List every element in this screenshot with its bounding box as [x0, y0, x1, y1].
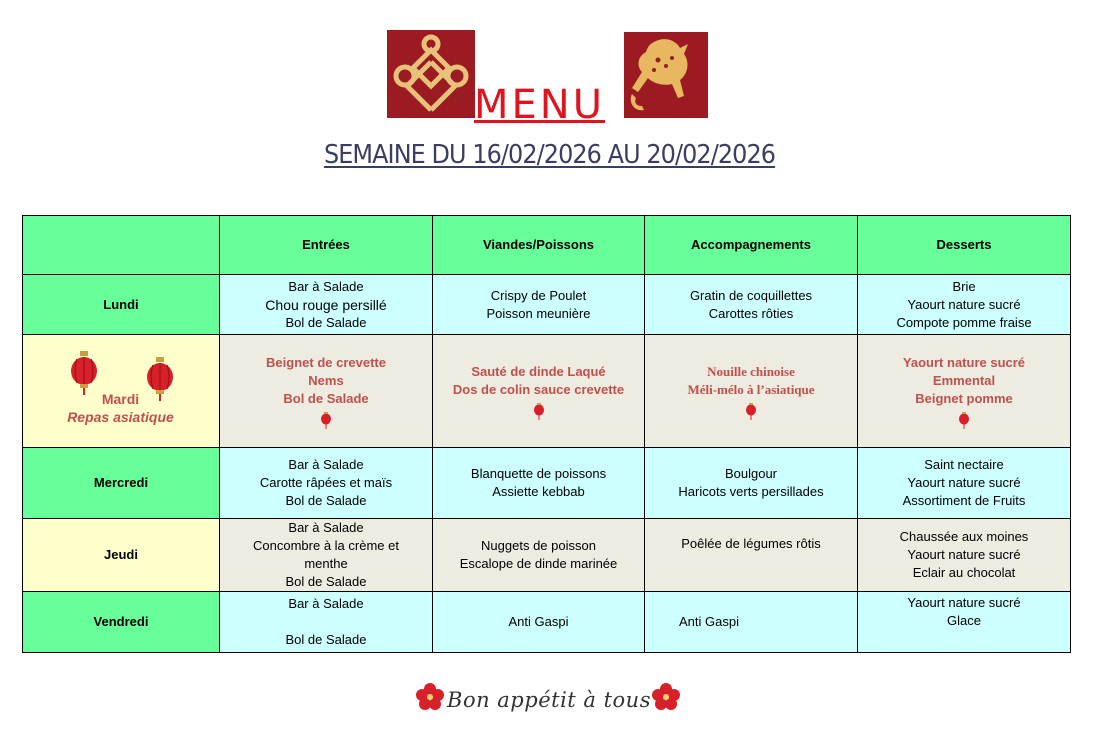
- day-subtitle: Repas asiatique: [67, 409, 174, 425]
- entrees-cell: [220, 275, 433, 335]
- viandes-cell: [433, 275, 645, 335]
- dish: Compote pomme fraise: [896, 314, 1032, 330]
- dish: Bol de Salade: [285, 314, 367, 330]
- day-cell: Vendredi: [23, 592, 220, 653]
- corner-cell: [23, 216, 220, 275]
- footer: [0, 682, 1099, 718]
- dish: Boulgour: [724, 466, 778, 481]
- dish: Bol de Salade: [285, 493, 367, 508]
- dish: Saint nectaire: [924, 457, 1004, 472]
- desserts-cell: [858, 335, 1071, 448]
- dish: Chou rouge persillé: [265, 296, 387, 313]
- day-cell: [23, 335, 220, 448]
- dish: Emmental: [932, 372, 996, 388]
- viandes-cell: [433, 335, 645, 448]
- mardi-label-group: [23, 390, 218, 426]
- table-row-jeudi: [23, 519, 1071, 592]
- dish: Carottes rôties: [708, 305, 794, 321]
- dish: Sauté de dinde Laqué: [471, 363, 606, 379]
- dish: Bol de Salade: [285, 574, 367, 589]
- dish: Yaourt nature sucré: [907, 547, 1021, 562]
- day-label: Mardi: [101, 391, 140, 407]
- knot-logo-icon: [387, 30, 475, 118]
- dish: Poisson meunière: [486, 305, 591, 321]
- dish: Crispy de Poulet: [490, 287, 587, 303]
- dish: Anti Gaspi: [679, 614, 739, 629]
- dish: Yaourt nature sucré: [902, 354, 1026, 370]
- desserts-cell: [858, 519, 1071, 592]
- entrees-cell: [220, 335, 433, 448]
- flower-icon: [652, 682, 680, 717]
- dish: Bar à Salade: [288, 520, 364, 535]
- accompagnements-cell: [645, 335, 858, 448]
- dish: Poêlée de légumes rôtis: [681, 536, 821, 551]
- column-header-accompagnements: Accompagnements: [645, 216, 858, 275]
- table-row-mercredi: [23, 448, 1071, 519]
- dish: Chaussée aux moines: [899, 529, 1029, 544]
- dish: Gratin de coquillettes: [689, 287, 813, 303]
- table-header-row: [23, 216, 1071, 275]
- dish: menthe: [304, 556, 348, 571]
- dish: Nuggets de poisson: [481, 538, 596, 553]
- dish: Anti Gaspi: [508, 614, 569, 629]
- entrees-cell: [220, 592, 433, 653]
- column-header-viandes: Viandes/Poissons: [433, 216, 645, 275]
- desserts-cell: [858, 592, 1071, 653]
- dish: Nouille chinoise: [707, 363, 795, 379]
- page-header: [0, 0, 1099, 210]
- table-row-vendredi: [23, 592, 1071, 653]
- dish: Bar à Salade: [288, 278, 364, 294]
- week-title: SEMAINE DU 16/02/2026 AU 20/02/2026: [323, 140, 776, 170]
- dish: Méli-mélo à l’asiatique: [687, 381, 815, 397]
- viandes-cell: [433, 519, 645, 592]
- dish: Bar à Salade: [288, 457, 364, 472]
- dish: Bar à Salade: [288, 596, 364, 611]
- dish: Bol de Salade: [283, 390, 369, 406]
- dish: Brie: [952, 278, 976, 294]
- accompagnements-cell: [645, 275, 858, 335]
- lantern-icon: [958, 411, 970, 429]
- entrees-cell: [220, 448, 433, 519]
- menu-table: [22, 215, 1071, 653]
- dish: Beignet pomme: [915, 390, 1013, 406]
- dish: Escalope de dinde marinée: [459, 556, 618, 571]
- day-cell: Mercredi: [23, 448, 220, 519]
- footer-text: Bon appétit à tous: [447, 688, 651, 712]
- dish-empty: [224, 613, 428, 631]
- dish: Beignet de crevette: [266, 354, 386, 370]
- dish: Blanquette de poissons: [470, 466, 607, 481]
- viandes-cell: [433, 448, 645, 519]
- viandes-cell: [433, 592, 645, 653]
- dish: Yaourt nature sucré: [907, 296, 1021, 312]
- table-row-mardi: [23, 335, 1071, 448]
- dish: Haricots verts persillades: [678, 484, 824, 499]
- dish: Assiette kebbab: [492, 484, 585, 499]
- dish: Nems: [308, 372, 344, 388]
- menu-title: MENU: [474, 82, 605, 128]
- dish: Yaourt nature sucré: [907, 595, 1021, 610]
- column-header-desserts: Desserts: [858, 216, 1071, 275]
- lantern-icon: [533, 402, 545, 420]
- desserts-cell: [858, 275, 1071, 335]
- dish: Yaourt nature sucré: [907, 475, 1021, 490]
- dish: Carotte râpées et maïs: [259, 475, 393, 490]
- dish: Bol de Salade: [285, 632, 367, 647]
- day-cell: Jeudi: [23, 519, 220, 592]
- dish: Concombre à la crème et: [253, 538, 399, 553]
- column-header-entrees: Entrées: [220, 216, 433, 275]
- entrees-cell: [220, 519, 433, 592]
- lantern-icon: [320, 411, 332, 429]
- table-row-lundi: [23, 275, 1071, 335]
- flower-icon: [416, 682, 444, 717]
- dish: Glace: [947, 613, 981, 628]
- accompagnements-cell: [645, 519, 858, 592]
- dish: Dos de colin sauce crevette: [452, 381, 625, 397]
- dish: Eclair au chocolat: [912, 565, 1016, 580]
- accompagnements-cell: [645, 592, 858, 653]
- accompagnements-cell: [645, 448, 858, 519]
- lantern-icon: [745, 402, 757, 420]
- dish: Assortiment de Fruits: [902, 493, 1026, 508]
- day-cell: Lundi: [23, 275, 220, 335]
- desserts-cell: [858, 448, 1071, 519]
